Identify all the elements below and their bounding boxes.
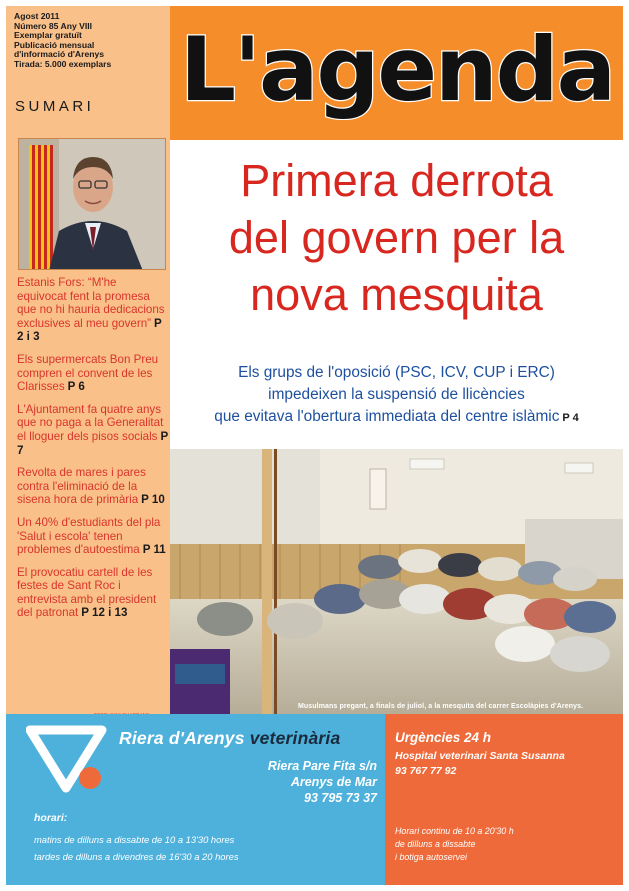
logo-text: L'agenda [179, 28, 615, 120]
mayor-photo-art [19, 139, 166, 270]
sumari-item[interactable] [17, 466, 169, 507]
sumari-item-page: P 2 i 3 [17, 316, 162, 344]
issue-number: Número 85 Any VIII [14, 20, 93, 31]
headline-line: Primera derrota [240, 155, 553, 206]
vet-ad-title [119, 728, 340, 749]
urgencies-title: Urgències 24 h [395, 730, 492, 745]
sumari-heading: SUMARI [15, 98, 95, 115]
urgencies-note: i botiga autoservei [395, 852, 468, 862]
issue-meta [14, 12, 164, 70]
lagenda-logo [178, 28, 616, 120]
sidebar [6, 6, 170, 714]
sumari-item[interactable] [17, 353, 169, 394]
sumari-item-text: El provocatiu cartell de les festes de Sant Roc i entrevista amb el president del patronat [17, 565, 157, 620]
sumari-item-page: P 7 [17, 429, 169, 457]
sumari-item-text: Estanis Fors: “M'he equivocat fent la promesa que no hi hauria dedicacions exclusives al meu govern” [17, 276, 165, 330]
vet-ad-address [268, 758, 377, 806]
main-headline [170, 152, 623, 323]
issue-date: Agost 2011 [14, 11, 60, 21]
vet-logo-icon [26, 724, 108, 798]
sumari-item-page: P 10 [141, 493, 165, 507]
sumari-item-text: Revolta de mares i pares contra l'eliminació de la sisena hora de primària [17, 466, 146, 507]
sumari-item-page: P 11 [142, 543, 166, 557]
urgencies-ad[interactable] [385, 714, 623, 885]
vet-ad-phone[interactable]: 93 795 73 37 [304, 791, 377, 805]
headline-line: nova mesquita [250, 269, 543, 320]
sumari-item[interactable] [17, 276, 169, 344]
sumari-item-text: Els supermercats Bon Preu compren el convent de les Clarisses [17, 352, 159, 394]
sumari-item[interactable] [17, 403, 169, 457]
vet-ad[interactable] [6, 714, 385, 885]
horari-line: matins de dilluns a dissabte de 10 a 13'30 hores [34, 834, 235, 845]
urgencies-note: Horari continu de 10 a 20'30 h [395, 826, 514, 836]
issue-print-run: Tirada: 5.000 exemplars [14, 58, 112, 69]
issue-free: Exemplar gratuït [14, 30, 82, 41]
subheadline-text: que evitava l'obertura immediata del centre islàmic [214, 408, 560, 425]
sumari-item-text: L'Ajuntament fa quatre anys que no paga a la Generalitat el lloguer dels pisos socials [17, 402, 164, 443]
urgencies-phone[interactable]: 93 767 77 92 [395, 765, 457, 777]
issue-scope: d'informació d'Arenys [14, 49, 105, 60]
vet-ad-street: Riera Pare Fita s/n [267, 759, 377, 773]
subheadline-line: Els grups de l'oposició (PSC, ICV, CUP i ERC) [238, 364, 555, 381]
horari-heading: horari: [34, 812, 68, 824]
vet-ad-title-b: veterinària [249, 728, 341, 748]
sumari-list [17, 276, 169, 629]
headline-line: del govern per la [228, 212, 565, 263]
mosque-photo [170, 449, 623, 715]
mosque-photo-art [170, 449, 623, 715]
sumari-item-page: P 6 [67, 380, 85, 394]
vet-ad-town: Arenys de Mar [290, 775, 377, 789]
vet-ad-title-a: Riera d'Arenys [119, 728, 245, 748]
issue-frequency: Publicació mensual [14, 39, 95, 50]
horari-line: tardes de dilluns a divendres de 16'30 a 20 hores [34, 851, 239, 862]
photo-caption: Musulmans pregant, a finals de juliol, a la mesquita del carrer Escolàpies d'Arenys. [298, 703, 584, 710]
urgencies-note: de dilluns a dissabte [395, 839, 476, 849]
sumari-item-page: P 12 i 13 [81, 606, 128, 620]
subheadline-line [170, 406, 623, 429]
urgencies-hospital: Hospital veterinari Santa Susanna [395, 750, 565, 762]
sumari-item[interactable] [17, 566, 169, 620]
sumari-item[interactable] [17, 516, 169, 557]
subheadline-page: P 4 [562, 412, 579, 424]
mayor-photo [18, 138, 166, 270]
subheadline-line: impedeixen la suspensió de llicències [268, 386, 525, 403]
subheadline [170, 362, 623, 429]
masthead [170, 6, 623, 140]
sumari-item-text: Un 40% d'estudiants del pla 'Salut i escola' tenen problemes d'autoestima [17, 515, 161, 557]
